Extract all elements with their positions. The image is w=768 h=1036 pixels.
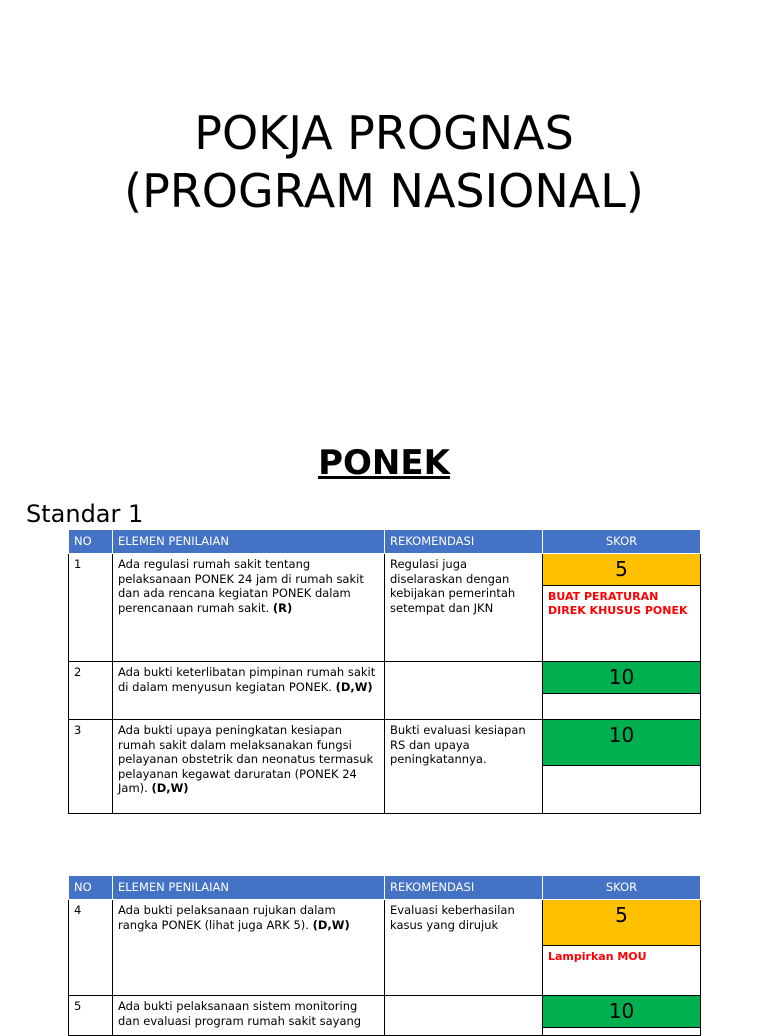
row-skor [543,900,701,996]
score-value: 10 [543,996,700,1028]
section-heading: PONEK [318,443,450,483]
row-elemen [113,900,385,996]
row-rekomendasi: Evaluasi keberhasilan kasus yang dirujuk [385,900,543,996]
row-skor [543,720,701,814]
row-elemen [113,996,385,1036]
elemen-text: Ada bukti upaya peningkatan kesiapan rumah sakit dalam melaksanakan fungsi pelayanan obstetrik dan neonatus termasuk pelayanan kegawat daruratan (PONEK 24 Jam). [118,723,374,795]
elemen-tag: (D,W) [312,917,350,932]
score-note: BUAT PERATURAN DIREK KHUSUS PONEK [548,590,688,617]
assessment-table-2 [68,875,701,1036]
row-no: 3 [69,720,113,814]
row-rekomendasi: Bukti evaluasi kesiapan RS dan upaya peningkatannya. [385,720,543,814]
header-elemen: ELEMEN PENILAIAN [113,876,385,900]
score-value: 10 [543,662,700,694]
row-elemen [113,554,385,662]
slide-title [0,104,768,220]
row-rekomendasi [385,996,543,1036]
row-no: 4 [69,900,113,996]
header-no: NO [69,530,113,554]
elemen-text: Ada regulasi rumah sakit tentang pelaksanaan PONEK 24 jam di rumah sakit dan ada rencana kegiatan PONEK dalam perencanaan rumah sakit. [118,557,364,615]
elemen-tag: (R) [272,600,293,615]
row-rekomendasi: Regulasi juga diselaraskan dengan kebijakan pemerintah setempat dan JKN [385,554,543,662]
table-row [69,554,701,662]
score-note: Lampirkan MOU [548,950,647,963]
header-rekomendasi: REKOMENDASI [385,876,543,900]
row-no: 5 [69,996,113,1036]
header-no: NO [69,876,113,900]
score-value: 5 [543,554,700,586]
row-skor [543,996,701,1036]
header-elemen: ELEMEN PENILAIAN [113,530,385,554]
row-no: 2 [69,662,113,720]
row-rekomendasi [385,662,543,720]
title-line-2: (PROGRAM NASIONAL) [124,164,644,218]
score-value: 5 [543,900,700,946]
standard-label: Standar 1 [26,500,144,528]
elemen-text: Ada bukti keterlibatan pimpinan rumah sakit di dalam menyusun kegiatan PONEK. [118,665,376,694]
row-elemen [113,662,385,720]
table-header-row [69,876,701,900]
table-row [69,662,701,720]
table-row [69,996,701,1036]
header-rekomendasi: REKOMENDASI [385,530,543,554]
elemen-tag: (D,W) [151,781,189,795]
header-skor: SKOR [543,530,701,554]
table-header-row [69,530,701,554]
table-row [69,720,701,814]
table-row [69,900,701,996]
elemen-tag: (D,W) [335,679,373,694]
score-value: 10 [543,720,700,766]
row-elemen [113,720,385,814]
row-skor [543,662,701,720]
row-no: 1 [69,554,113,662]
title-line-1: POKJA PROGNAS [194,106,574,160]
row-skor [543,554,701,662]
elemen-text: Ada bukti pelaksanaan sistem monitoring dan evaluasi program rumah sakit sayang [118,999,362,1028]
header-skor: SKOR [543,876,701,900]
elemen-text: Ada bukti pelaksanaan rujukan dalam rangka PONEK (lihat juga ARK 5). [118,903,336,932]
assessment-table-1 [68,529,701,814]
